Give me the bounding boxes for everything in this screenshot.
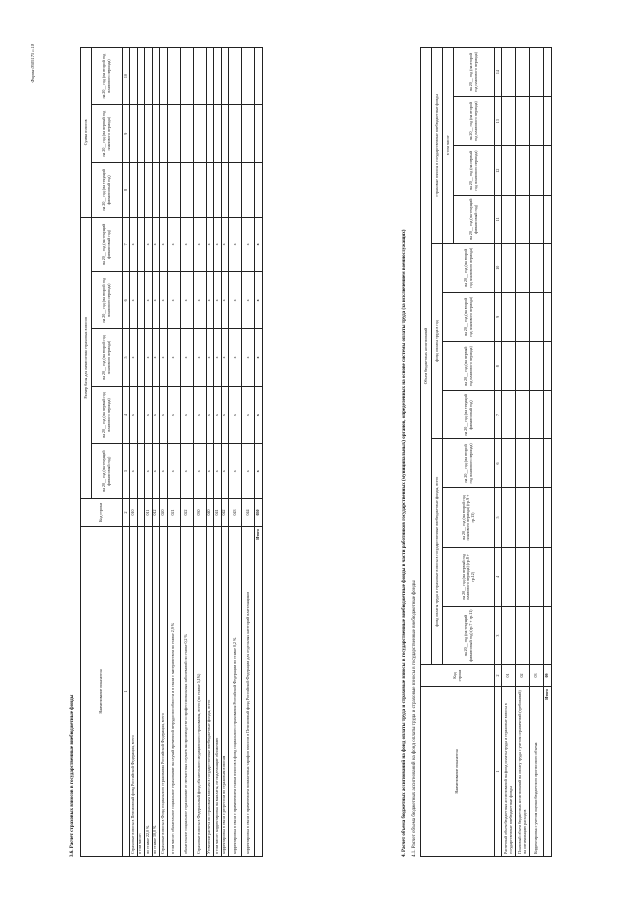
column-header-c3: на 20__ год (на текущий финансовый год) (гр.7 + гр.11): [443, 607, 495, 665]
value-cell[interactable]: [544, 48, 552, 97]
value-cell[interactable]: [255, 105, 263, 163]
value-cell[interactable]: [137, 386, 145, 444]
value-cell[interactable]: х: [193, 272, 206, 329]
column-index: 9: [123, 105, 130, 163]
value-cell[interactable]: [530, 97, 544, 146]
value-cell[interactable]: х: [229, 329, 242, 386]
value-cell[interactable]: [530, 547, 544, 607]
table-row: [229, 48, 242, 857]
value-cell[interactable]: [516, 439, 530, 488]
row-code: 044: [242, 499, 255, 527]
value-cell[interactable]: [530, 488, 544, 547]
value-cell[interactable]: х: [242, 386, 255, 444]
column-header-year: на 20__ год (на первый год планового периода): [92, 105, 123, 163]
value-cell[interactable]: х: [255, 329, 263, 386]
value-cell[interactable]: х: [242, 444, 255, 499]
value-cell[interactable]: х: [206, 386, 214, 444]
value-cell[interactable]: [221, 48, 229, 105]
column-index: 4: [495, 547, 502, 607]
value-cell[interactable]: х: [145, 329, 153, 386]
column-index: 13: [495, 97, 502, 146]
value-cell[interactable]: [502, 97, 516, 146]
value-cell[interactable]: [206, 48, 214, 105]
value-cell[interactable]: х: [206, 272, 214, 329]
value-cell[interactable]: [130, 163, 138, 218]
value-cell[interactable]: х: [214, 329, 222, 386]
table-row: [130, 48, 138, 857]
value-cell[interactable]: х: [152, 386, 160, 444]
row-label: в том числе:: [137, 527, 145, 857]
value-cell[interactable]: [516, 97, 530, 146]
value-cell[interactable]: х: [152, 329, 160, 386]
value-cell[interactable]: х: [193, 217, 206, 272]
table-row: [214, 48, 222, 857]
row-code: 01: [502, 665, 516, 687]
table-row: [206, 48, 214, 857]
row-code: 02: [516, 665, 530, 687]
column-index-row: [495, 48, 502, 857]
column-index: 3: [495, 607, 502, 665]
value-cell[interactable]: х: [167, 444, 180, 499]
value-cell[interactable]: [137, 48, 145, 105]
value-cell[interactable]: х: [130, 272, 138, 329]
column-header-c14: на 20__ год (на второй год планового периода): [454, 48, 495, 97]
value-cell[interactable]: х: [214, 217, 222, 272]
table-row: [242, 48, 255, 857]
value-cell[interactable]: [516, 607, 530, 665]
column-index: 5: [123, 329, 130, 386]
value-cell[interactable]: [167, 105, 180, 163]
column-index: 7: [123, 217, 130, 272]
row-label: Итого: [255, 527, 263, 857]
value-cell[interactable]: [544, 292, 552, 341]
column-header-year: на 20__ год (на текущий финансовый год): [92, 217, 123, 272]
column-header-year: на 20__ год (на второй год планового периода): [92, 48, 123, 105]
column-index: 6: [495, 439, 502, 488]
row-code: 041: [214, 499, 222, 527]
value-cell[interactable]: х: [214, 444, 222, 499]
row-code: 043: [229, 499, 242, 527]
value-cell[interactable]: х: [145, 386, 153, 444]
value-cell[interactable]: х: [193, 444, 206, 499]
value-cell[interactable]: [516, 341, 530, 391]
value-cell[interactable]: [145, 48, 153, 105]
value-cell[interactable]: х: [167, 272, 180, 329]
table-row: [516, 48, 530, 857]
value-cell[interactable]: [152, 48, 160, 105]
value-cell[interactable]: [167, 48, 180, 105]
value-cell[interactable]: [516, 195, 530, 243]
column-header-c7: на 20__ год (на текущий финансовый год): [443, 391, 495, 439]
row-code: 011: [145, 499, 153, 527]
column-group-base: Размер базы для начисления страховых взносов: [81, 217, 92, 498]
row-label: Корректировка с учетом оценки бюджетного прогнозного объема: [530, 687, 544, 857]
column-header-c9: на 20__ год (на второй год планового периода): [443, 292, 495, 341]
value-cell[interactable]: [502, 341, 516, 391]
column-header-c12: на 20__ год (на первый год планового периода): [454, 146, 495, 196]
value-cell[interactable]: х: [214, 386, 222, 444]
value-cell[interactable]: [502, 391, 516, 439]
value-cell[interactable]: х: [145, 217, 153, 272]
value-cell[interactable]: [502, 48, 516, 97]
value-cell[interactable]: [255, 163, 263, 218]
value-cell[interactable]: [180, 105, 193, 163]
value-cell[interactable]: х: [145, 444, 153, 499]
row-label: корректировка в связи с применением пониженных тарифов взносов в Пенсионный фонд Российской Федерации для отдельных категорий плательщиков: [242, 527, 255, 857]
column-header-c11: на 20__ год (на текущий финансовый год): [454, 195, 495, 243]
row-label: в том числе: корректировка на выплаты, не подлежащие обложению: [214, 527, 222, 857]
value-cell[interactable]: х: [152, 217, 160, 272]
value-cell[interactable]: [530, 292, 544, 341]
value-cell[interactable]: х: [193, 329, 206, 386]
value-cell[interactable]: [152, 163, 160, 218]
column-index: 9: [495, 292, 502, 341]
value-cell[interactable]: х: [206, 444, 214, 499]
value-cell[interactable]: [180, 48, 193, 105]
row-code: 042: [221, 499, 229, 527]
value-cell[interactable]: [137, 444, 145, 499]
value-cell[interactable]: [206, 105, 214, 163]
table-row: [193, 48, 206, 857]
row-label: Страховые взносы в Федеральный фонд обязательного медицинского страхования, всего (по ставке 5,1%): [193, 527, 206, 857]
table-row: [530, 48, 544, 857]
value-cell[interactable]: [145, 105, 153, 163]
value-cell[interactable]: х: [229, 217, 242, 272]
value-cell[interactable]: х: [130, 386, 138, 444]
value-cell[interactable]: х: [160, 329, 168, 386]
value-cell[interactable]: [502, 607, 516, 665]
value-cell[interactable]: х: [242, 329, 255, 386]
column-index: 10: [123, 48, 130, 105]
value-cell[interactable]: [516, 488, 530, 547]
value-cell[interactable]: [229, 48, 242, 105]
value-cell[interactable]: [206, 163, 214, 218]
column-index: 11: [495, 195, 502, 243]
table-row: [152, 48, 160, 857]
value-cell[interactable]: [516, 243, 530, 292]
row-code: [137, 499, 145, 527]
column-header-name: Наименование показателя: [421, 687, 495, 857]
value-cell[interactable]: х: [206, 217, 214, 272]
value-cell[interactable]: [544, 488, 552, 547]
value-cell[interactable]: [137, 272, 145, 329]
premium-calculation-table: [80, 47, 263, 857]
column-header-code: Код строки: [81, 499, 123, 527]
value-cell[interactable]: [544, 341, 552, 391]
value-cell[interactable]: х: [167, 386, 180, 444]
row-code: 020: [160, 499, 168, 527]
column-header-c6: на 20__ год (на второй год планового периода): [443, 439, 495, 488]
value-cell[interactable]: х: [160, 217, 168, 272]
row-label: по ставке 10,0 %: [152, 527, 160, 857]
value-cell[interactable]: [214, 48, 222, 105]
column-header-year: на 20__ год (на текущий финансовый год): [92, 444, 123, 499]
value-cell[interactable]: х: [242, 272, 255, 329]
column-header-year: на 20__ год (на первый год планового периода): [92, 386, 123, 444]
value-cell[interactable]: [242, 48, 255, 105]
value-cell[interactable]: [167, 163, 180, 218]
column-header-year: на 20__ год (на второй год планового периода): [92, 272, 123, 329]
value-cell[interactable]: [530, 391, 544, 439]
column-index-row: [123, 48, 130, 857]
value-cell[interactable]: [137, 329, 145, 386]
value-cell[interactable]: [130, 48, 138, 105]
value-cell[interactable]: х: [242, 217, 255, 272]
column-header-c5: на 20__ год (на второй год планового периода) (гр.9 + гр.13): [443, 488, 495, 547]
value-cell[interactable]: х: [160, 386, 168, 444]
column-index: 1: [495, 687, 502, 857]
row-label: Страховые взносы в Фонд социального страхования Российской Федерации, всего: [160, 527, 168, 857]
value-cell[interactable]: [502, 146, 516, 196]
row-label: Плановый объем бюджетных ассигнований на оплату труда с учетом ограничений (требований) на оптимизацию расходов: [516, 687, 530, 857]
column-header-c13: на 20__ год (на второй год планового периода): [454, 97, 495, 146]
value-cell[interactable]: х: [255, 444, 263, 499]
value-cell[interactable]: [544, 195, 552, 243]
value-cell[interactable]: [544, 607, 552, 665]
value-cell[interactable]: [229, 105, 242, 163]
value-cell[interactable]: х: [221, 444, 229, 499]
row-code: 022: [180, 499, 193, 527]
column-index: 14: [495, 48, 502, 97]
value-cell[interactable]: х: [152, 272, 160, 329]
row-label: обязательное социальное страхование от несчастных случаев на производстве и профессиональных заболеваний по ставке 0,2 %: [180, 527, 193, 857]
value-cell[interactable]: [242, 105, 255, 163]
value-cell[interactable]: [544, 146, 552, 196]
table-row: [221, 48, 229, 857]
row-label: корректировка в связи с применением ставки взносов в фонд социального страхования Российской Федерации по ставке 0,2 %: [229, 527, 242, 857]
column-group-fot: фонд оплаты труда в год: [432, 243, 443, 439]
column-index: 10: [495, 243, 502, 292]
column-subgroup: в том числе: [443, 48, 454, 244]
value-cell[interactable]: [516, 48, 530, 97]
row-label: по ставке 22,0 %: [145, 527, 153, 857]
value-cell[interactable]: [242, 163, 255, 218]
value-cell[interactable]: [530, 195, 544, 243]
value-cell[interactable]: [516, 292, 530, 341]
column-header-c8: на 20__ год (на первый год планового периода): [443, 341, 495, 391]
column-index: 5: [495, 488, 502, 547]
table-row: [502, 48, 516, 857]
column-header-year: на 20__ год (на текущий финансовый год): [92, 163, 123, 218]
row-label: Страховые взносы в Пенсионный фонд Российской Федерации, всего: [130, 527, 138, 857]
column-index: 4: [123, 386, 130, 444]
value-cell[interactable]: [160, 48, 168, 105]
value-cell[interactable]: [516, 547, 530, 607]
value-cell[interactable]: [214, 105, 222, 163]
value-cell[interactable]: х: [130, 329, 138, 386]
column-group-total: Объем бюджетных ассигнований: [421, 48, 432, 665]
value-cell[interactable]: [544, 547, 552, 607]
value-cell[interactable]: х: [180, 386, 193, 444]
table-row: [137, 48, 145, 857]
row-code: 03: [530, 665, 544, 687]
value-cell[interactable]: [530, 341, 544, 391]
value-cell[interactable]: х: [167, 217, 180, 272]
value-cell[interactable]: х: [180, 329, 193, 386]
value-cell[interactable]: [502, 488, 516, 547]
table-row: [145, 48, 153, 857]
column-index: 7: [495, 391, 502, 439]
value-cell[interactable]: х: [229, 272, 242, 329]
column-group-fot-all: фонд оплаты труда и страховые взносы в государственные внебюджетные фонды, всего: [432, 439, 443, 665]
table-row: [167, 48, 180, 857]
column-group-premium: Сумма взносов: [81, 48, 92, 218]
value-cell[interactable]: х: [160, 444, 168, 499]
value-cell[interactable]: х: [152, 444, 160, 499]
value-cell[interactable]: х: [180, 444, 193, 499]
row-code: 010: [130, 499, 138, 527]
section-subtitle-4-1: 4.1. Расчет объема бюджетных ассигнований на фонд оплаты труда и страховые взносы в государственные внебюджетные фонды: [412, 580, 417, 857]
value-cell[interactable]: [544, 439, 552, 488]
row-code: 040: [206, 499, 214, 527]
value-cell[interactable]: [221, 163, 229, 218]
value-cell[interactable]: [502, 195, 516, 243]
value-cell[interactable]: х: [206, 329, 214, 386]
value-cell[interactable]: х: [160, 272, 168, 329]
table-row: [160, 48, 168, 857]
section-title-3-6: 3.6. Расчет страховых взносов в государственные внебюджетные фонды: [70, 694, 75, 857]
value-cell[interactable]: [530, 146, 544, 196]
row-label: Итого: [544, 687, 552, 857]
value-cell[interactable]: х: [229, 444, 242, 499]
value-cell[interactable]: [502, 292, 516, 341]
column-index: 8: [123, 163, 130, 218]
value-cell[interactable]: [160, 105, 168, 163]
value-cell[interactable]: [530, 607, 544, 665]
value-cell[interactable]: [544, 243, 552, 292]
row-label: Уточнение расчета по страховым взносам в государственные внебюджетные фонды, всего: [206, 527, 214, 857]
value-cell[interactable]: [152, 105, 160, 163]
value-cell[interactable]: [137, 217, 145, 272]
value-cell[interactable]: х: [145, 272, 153, 329]
section-title-4: 4. Расчет объема бюджетных ассигнований на фонд оплаты труда и страховые взносы в государственные внебюджетные фонды в части работников государственных (муниципальных) органов, определенных на основе системы оплаты труда (за исключением военнослужащих): [402, 229, 407, 857]
column-index: 12: [495, 146, 502, 196]
value-cell[interactable]: х: [214, 272, 222, 329]
form-reference: Форма 0505175 с.10: [30, 44, 35, 83]
value-cell[interactable]: х: [229, 386, 242, 444]
column-index: 2: [123, 499, 130, 527]
value-cell[interactable]: х: [167, 329, 180, 386]
value-cell[interactable]: [193, 163, 206, 218]
column-header-c4: на 20__ год (на первый год планового периода) (гр.8 + гр.12): [443, 547, 495, 607]
row-label: в том числе: обязательное социальное страхование на случай временной нетрудоспособности и в связи с материнством по ставке 2,9 %: [167, 527, 180, 857]
row-code: 021: [167, 499, 180, 527]
value-cell[interactable]: [145, 163, 153, 218]
value-cell[interactable]: [137, 163, 145, 218]
column-index: 1: [123, 527, 130, 857]
value-cell[interactable]: х: [221, 272, 229, 329]
value-cell[interactable]: [160, 163, 168, 218]
column-index: 2: [495, 665, 502, 687]
row-label: корректировка в связи с регрессом по страховым взносам: [221, 527, 229, 857]
row-code: 09: [544, 665, 552, 687]
value-cell[interactable]: х: [221, 217, 229, 272]
value-cell[interactable]: [130, 105, 138, 163]
value-cell[interactable]: х: [130, 217, 138, 272]
value-cell[interactable]: [516, 391, 530, 439]
table-row: [180, 48, 193, 857]
value-cell[interactable]: [180, 163, 193, 218]
value-cell[interactable]: [137, 105, 145, 163]
column-index: 3: [123, 444, 130, 499]
row-code: 030: [193, 499, 206, 527]
value-cell[interactable]: [193, 48, 206, 105]
value-cell[interactable]: [502, 439, 516, 488]
value-cell[interactable]: [544, 97, 552, 146]
value-cell[interactable]: х: [255, 217, 263, 272]
value-cell[interactable]: х: [193, 386, 206, 444]
column-header-name: Наименование показателя: [81, 527, 123, 857]
value-cell[interactable]: [516, 146, 530, 196]
value-cell[interactable]: [255, 48, 263, 105]
value-cell[interactable]: [544, 391, 552, 439]
column-header-c10: на 20__ год (на второй год планового периода): [443, 243, 495, 292]
column-header-code: Код строки: [421, 665, 495, 687]
value-cell[interactable]: [229, 163, 242, 218]
value-cell[interactable]: [530, 439, 544, 488]
value-cell[interactable]: х: [221, 386, 229, 444]
row-code: 050: [255, 499, 263, 527]
value-cell[interactable]: [530, 48, 544, 97]
value-cell[interactable]: [193, 105, 206, 163]
column-index: 6: [123, 272, 130, 329]
table-row: [255, 48, 263, 857]
value-cell[interactable]: [502, 243, 516, 292]
row-label: Расчетный объем бюджетных ассигнований на фонд оплаты труда и страховые взносы в государственные внебюджетные фонды: [502, 687, 516, 857]
column-index: 8: [495, 341, 502, 391]
column-group-premium: страховые взносы в государственные внебюджетные фонды: [432, 48, 443, 244]
value-cell[interactable]: [530, 243, 544, 292]
budget-allocation-table: [420, 47, 552, 857]
value-cell[interactable]: х: [255, 272, 263, 329]
value-cell[interactable]: х: [180, 217, 193, 272]
value-cell[interactable]: х: [255, 386, 263, 444]
value-cell[interactable]: [502, 547, 516, 607]
value-cell[interactable]: [221, 105, 229, 163]
value-cell[interactable]: х: [130, 444, 138, 499]
value-cell[interactable]: х: [180, 272, 193, 329]
table-row: [544, 48, 552, 857]
value-cell[interactable]: [214, 163, 222, 218]
column-header-year: на 20__ год (на второй год планового периода): [92, 329, 123, 386]
row-code: 012: [152, 499, 160, 527]
value-cell[interactable]: х: [221, 329, 229, 386]
